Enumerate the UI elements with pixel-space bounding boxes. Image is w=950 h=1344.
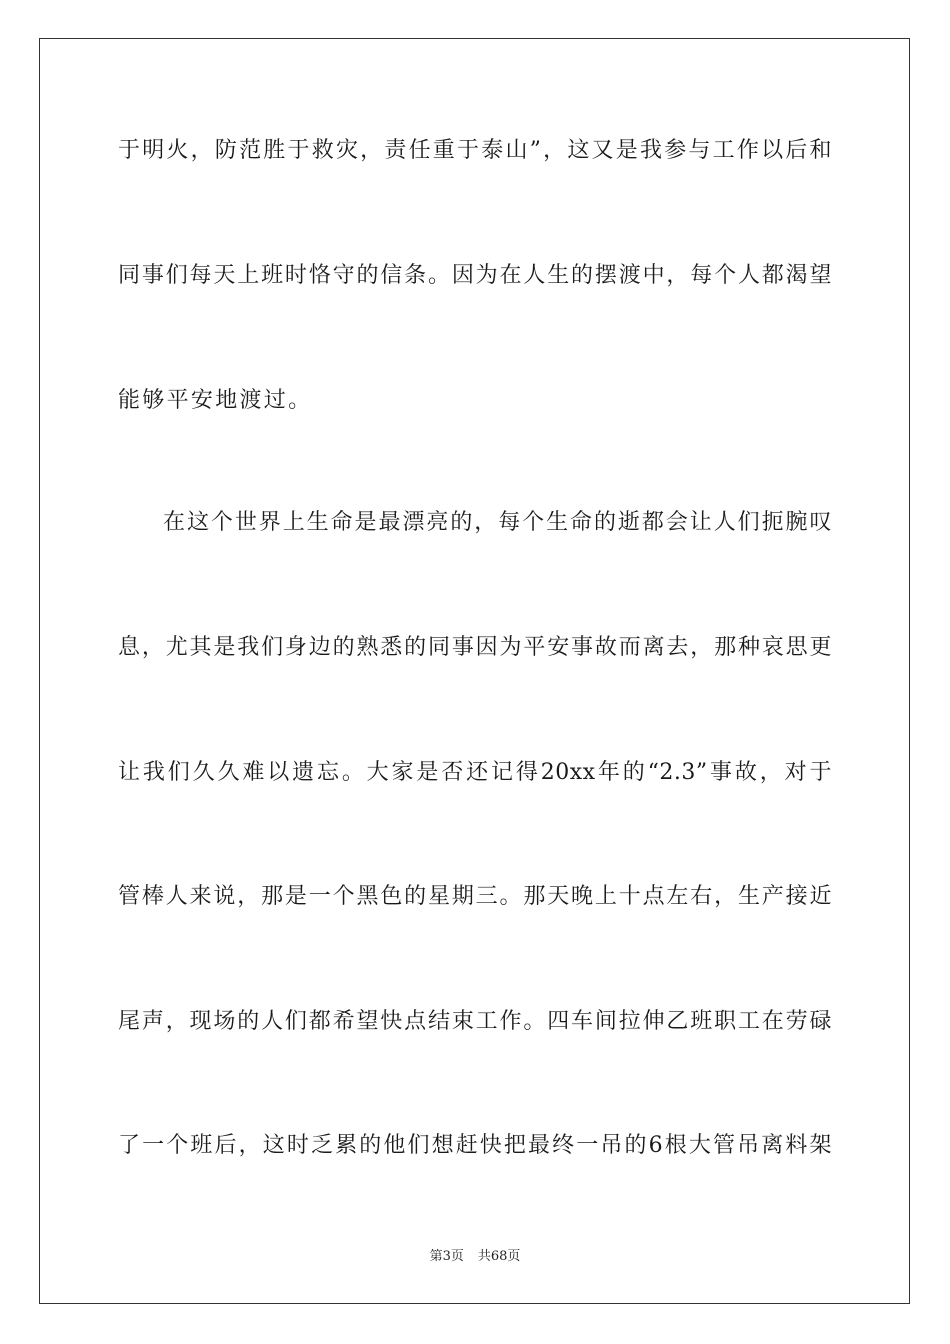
text-line: 管棒人来说，那是一个黑色的星期三。那天晚上十点左右，生产接近 xyxy=(118,884,832,909)
page-total: 共68页 xyxy=(477,1249,521,1264)
text-line: 同事们每天上班时恪守的信条。因为在人生的摆渡中，每个人都渴望 xyxy=(118,263,832,288)
page-footer xyxy=(0,1248,950,1266)
text-line: 息，尤其是我们身边的熟悉的同事因为平安事故而离去，那种哀思更 xyxy=(118,635,832,660)
page-number: 第3页 xyxy=(429,1249,464,1264)
page-border xyxy=(39,38,910,1304)
text-line: 尾声，现场的人们都希望快点结束工作。四车间拉伸乙班职工在劳碌 xyxy=(118,1009,832,1034)
text-line: 能够平安地渡过。 xyxy=(118,388,313,413)
text-line: 于明火，防范胜于救灾，责任重于泰山”，这又是我参与工作以后和 xyxy=(118,138,832,163)
paragraph-first-line: 在这个世界上生命是最漂亮的，每个生命的逝都会让人们扼腕叹 xyxy=(163,510,832,535)
text-line: 让我们久久难以遗忘。大家是否还记得20xx年的“2.3”事故，对于 xyxy=(118,760,832,785)
text-line: 了一个班后，这时乏累的他们想赶快把最终一吊的6根大管吊离料架 xyxy=(118,1133,832,1158)
